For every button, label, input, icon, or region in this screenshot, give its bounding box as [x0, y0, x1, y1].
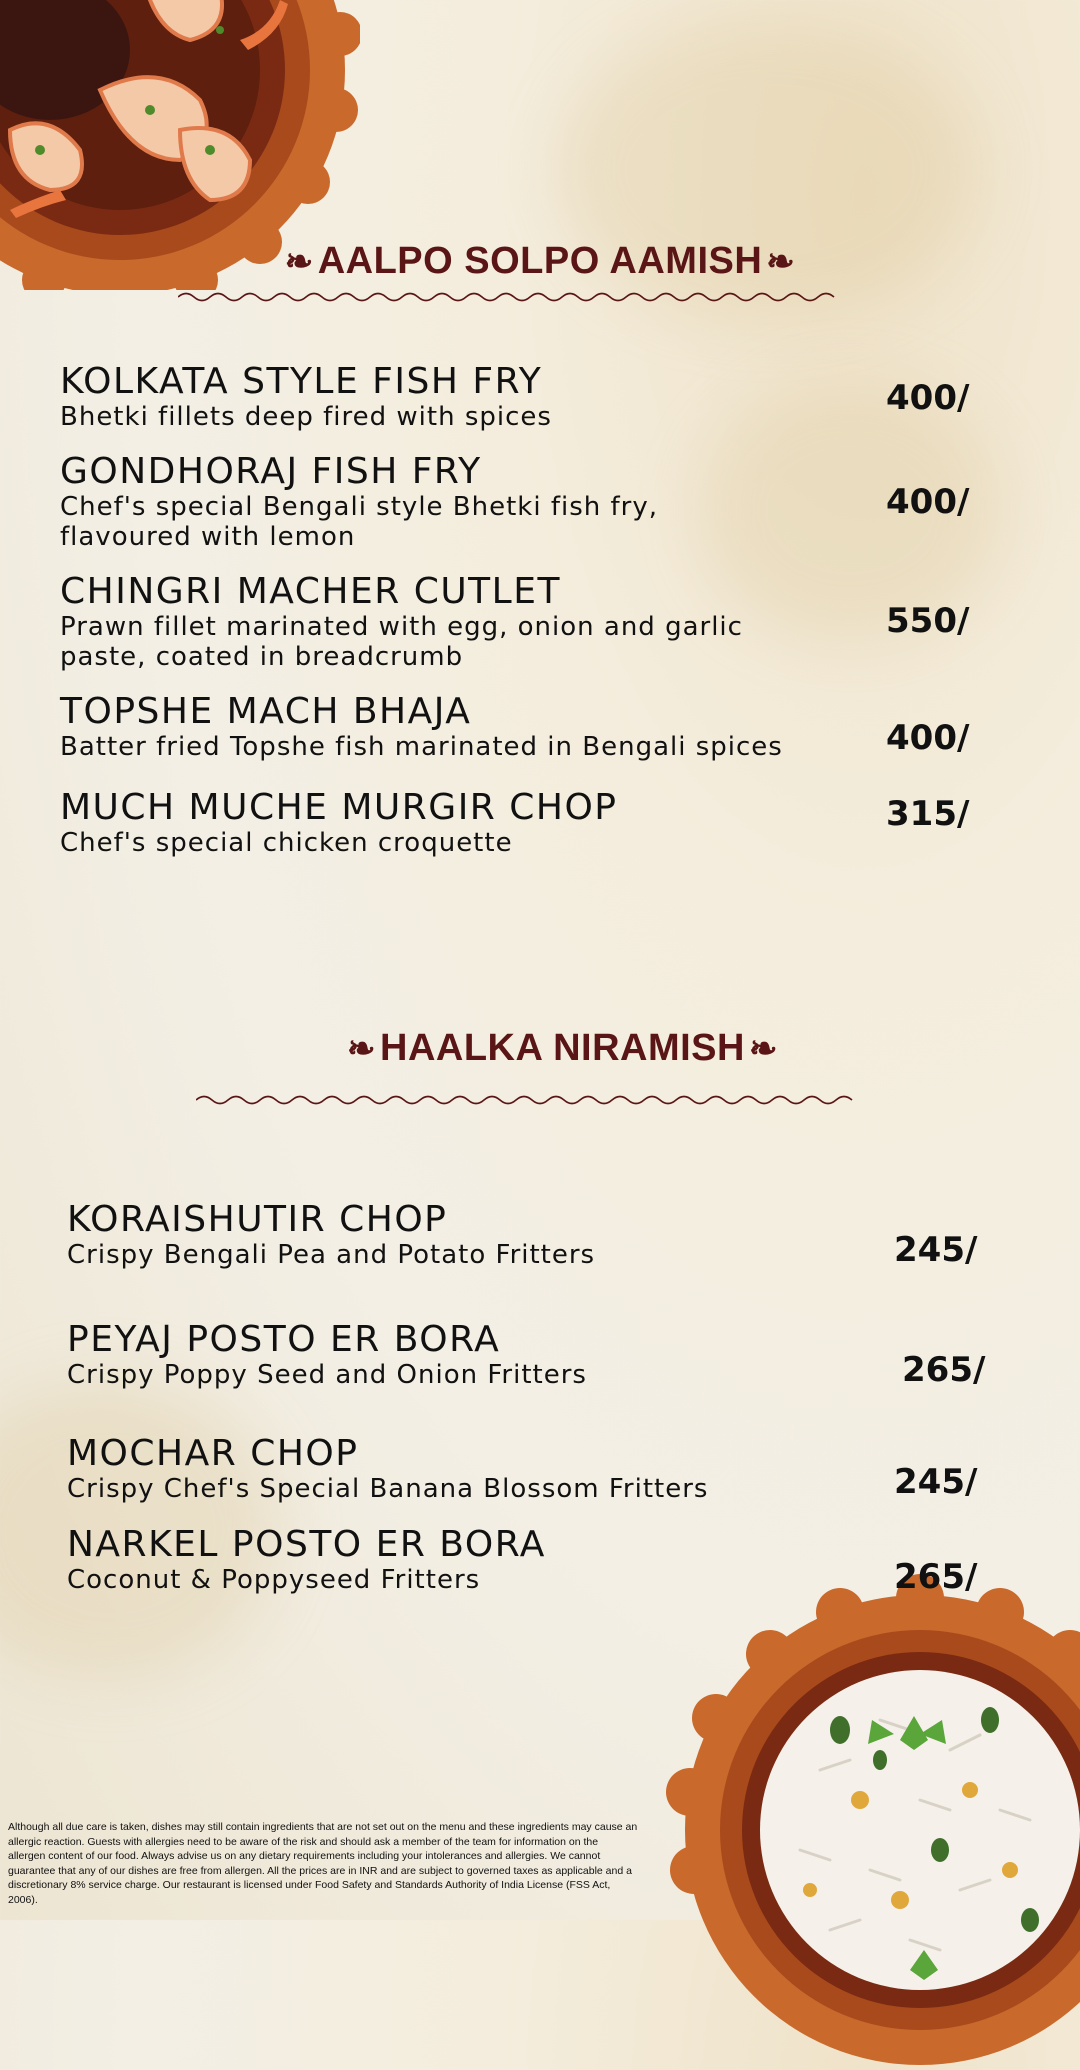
- item-name: MOCHAR CHOP: [67, 1433, 359, 1474]
- section-title-text: AALPO SOLPO AAMISH: [317, 240, 763, 282]
- section-title-text: HAALKA NIRAMISH: [380, 1027, 745, 1069]
- item-name: PEYAJ POSTO ER BORA: [67, 1319, 501, 1360]
- item-price: 400/: [886, 482, 970, 522]
- swirl-right-icon: ❧: [748, 1030, 778, 1068]
- item-description: Coconut & Poppyseed Fritters: [67, 1565, 481, 1595]
- item-price: 265/: [894, 1557, 978, 1597]
- item-price: 245/: [894, 1230, 978, 1270]
- menu-item: [67, 1525, 867, 1595]
- rice-dish-illustration: [660, 1570, 1080, 2070]
- menu-item: [60, 572, 835, 672]
- item-name: NARKEL POSTO ER BORA: [67, 1524, 546, 1565]
- item-description: Chef's special chicken croquette: [60, 828, 513, 858]
- item-name: GONDHORAJ FISH FRY: [60, 451, 482, 492]
- item-description: Batter fried Topshe fish marinated in Bengali spices: [60, 732, 783, 762]
- section-title-aalpo-solpo-aamish: [0, 240, 1080, 283]
- item-name: CHINGRI MACHER CUTLET: [60, 571, 561, 612]
- item-name: KORAISHUTIR CHOP: [67, 1199, 448, 1240]
- menu-item: [60, 452, 660, 552]
- wavy-divider: [196, 1093, 858, 1107]
- menu-item: [60, 362, 860, 432]
- item-price: 265/: [902, 1350, 986, 1390]
- menu-item: [67, 1434, 867, 1504]
- item-description: Chef's special Bengali style Bhetki fish fry, flavoured with lemon: [60, 492, 659, 552]
- swirl-left-icon: ❧: [347, 1030, 377, 1068]
- item-name: MUCH MUCHE MURGIR CHOP: [60, 787, 618, 828]
- menu-item: [60, 692, 860, 762]
- item-name: TOPSHE MACH BHAJA: [60, 691, 472, 732]
- item-price: 550/: [886, 601, 970, 641]
- item-description: Crispy Chef's Special Banana Blossom Fritters: [67, 1474, 709, 1504]
- item-price: 400/: [886, 378, 970, 418]
- menu-item: [60, 788, 860, 858]
- allergen-disclaimer: Although all due care is taken, dishes may still contain ingredients that are not set out on the menu and these ingredients may cause an allergic reaction. Guests with allergies need to be aware of the risk and should ask a member of the team for information on the allergen content of our food. Always advise us on any dietary requirements including your intolerances and allergies. We cannot guarantee that any of our dishes are free from allergen. All the prices are in INR and are subject to governed taxes as applicable and a discretionary 8% service charge. Our restaurant is licensed under Food Safety and Standards Authority of India License (FSS Act, 2006).: [8, 1821, 638, 1906]
- item-price: 400/: [886, 718, 970, 758]
- section-title-haalka-niramish: [0, 1027, 1080, 1070]
- item-description: Crispy Bengali Pea and Potato Fritters: [67, 1240, 596, 1270]
- menu-item: [67, 1200, 867, 1270]
- item-name: KOLKATA STYLE FISH FRY: [60, 361, 543, 402]
- swirl-left-icon: ❧: [284, 243, 314, 281]
- item-description: Crispy Poppy Seed and Onion Fritters: [67, 1360, 587, 1390]
- item-price: 315/: [886, 794, 970, 834]
- wavy-divider: [178, 290, 840, 304]
- swirl-right-icon: ❧: [766, 243, 796, 281]
- item-description: Prawn fillet marinated with egg, onion and garlic paste, coated in breadcrumb: [60, 612, 743, 672]
- item-price: 245/: [894, 1462, 978, 1502]
- menu-item: [67, 1320, 867, 1390]
- item-description: Bhetki fillets deep fired with spices: [60, 402, 552, 432]
